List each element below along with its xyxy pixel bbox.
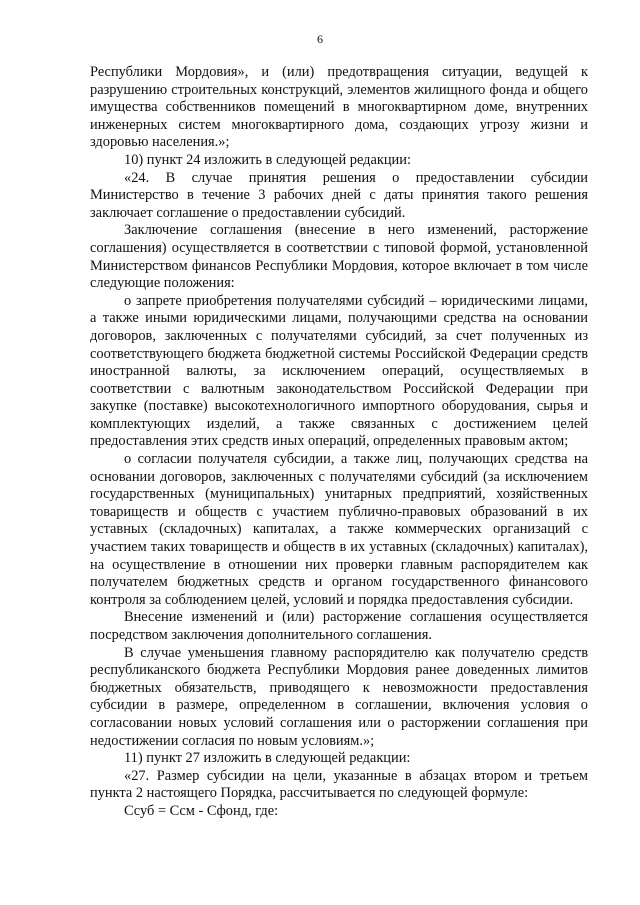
paragraph-continuation: Республики Мордовия», и (или) предотвращения ситуации, ведущей к разрушению строительных конструкций, элементов жилищного фонда и общего имущества собственников помещений в многоквартирном доме, внутренних инженерных систем многоквартирного дома, создающих угрозу жизни и здоровью населения.»; [90, 64, 588, 151]
paragraph-agreement-conclusion: Заключение соглашения (внесение в него изменений, расторжение соглашения) осуществляется в соответствии с типовой формой, установленной Министерством финансов Республики Мордовия, которое включает в том числе следующие положения: [90, 222, 588, 292]
paragraph-amendments: Внесение изменений и (или) расторжение соглашения осуществляется посредством заключения дополнительного соглашения. [90, 609, 588, 643]
formula-line: Ссуб = Ссм - Сфонд, где: [124, 802, 279, 819]
page-number: 6 [317, 32, 323, 46]
paragraph-budget-reduction: В случае уменьшения главному распорядителю как получателю средств республиканского бюджета Республики Мордовия ранее доведенных лимитов бюджетных обязательств, приводящего к невозможности предоставления субсидии в размере, определенном в соглашении, включения условия о согласовании новых условий соглашения или о расторжении соглашения при недостижении согласия по новым условиям.»; [90, 644, 588, 749]
document-body [90, 64, 588, 821]
paragraph-inspection-consent: о согласии получателя субсидии, а также лиц, получающих средства на основании договоров, заключенных с получателями субсидий (за исключением государственных (муниципальных) унитарных предприятий, хозяйственных товариществ и обществ с участием публично-правовых образований в их уставных (складочных) капиталах, а также коммерческих организаций с участием таких товариществ и обществ в их уставных (складочных) капиталах), на осуществление в отношении них проверки главным распорядителем как получателем бюджетных средств и органом государственного финансового контроля за соблюдением целей, условий и порядка предоставления субсидии. [90, 451, 588, 608]
paragraph-currency-prohibition: о запрете приобретения получателями субсидий – юридическими лицами, а также иными юридическими лицами, получающими средства на основании договоров, заключенных с получателями субсидий, за счет полученных из соответствующего бюджета бюджетной системы Российской Федерации средств иностранной валюты, за исключением операций, осуществляемых в соответствии с валютным законодательством Российской Федерации при закупке (поставке) высокотехнологичного импортного оборудования, сырья и комплектующих изделий, а также связанных с достижением целей предоставления этих средств иных операций, определенных правовым актом; [90, 292, 588, 450]
paragraph-clause-24: «24. В случае принятия решения о предоставлении субсидии Министерство в течение 3 рабочих дней с даты принятия такого решения заключает соглашение о предоставлении субсидий. [90, 169, 588, 221]
paragraph-clause-27: «27. Размер субсидии на цели, указанные в абзацах втором и третьем пункта 2 настоящего Порядка, рассчитывается по следующей формуле: [90, 767, 588, 802]
paragraph-item-11: 11) пункт 27 изложить в следующей редакции: [124, 750, 411, 767]
paragraph-item-10: 10) пункт 24 изложить в следующей редакции: [124, 151, 411, 168]
